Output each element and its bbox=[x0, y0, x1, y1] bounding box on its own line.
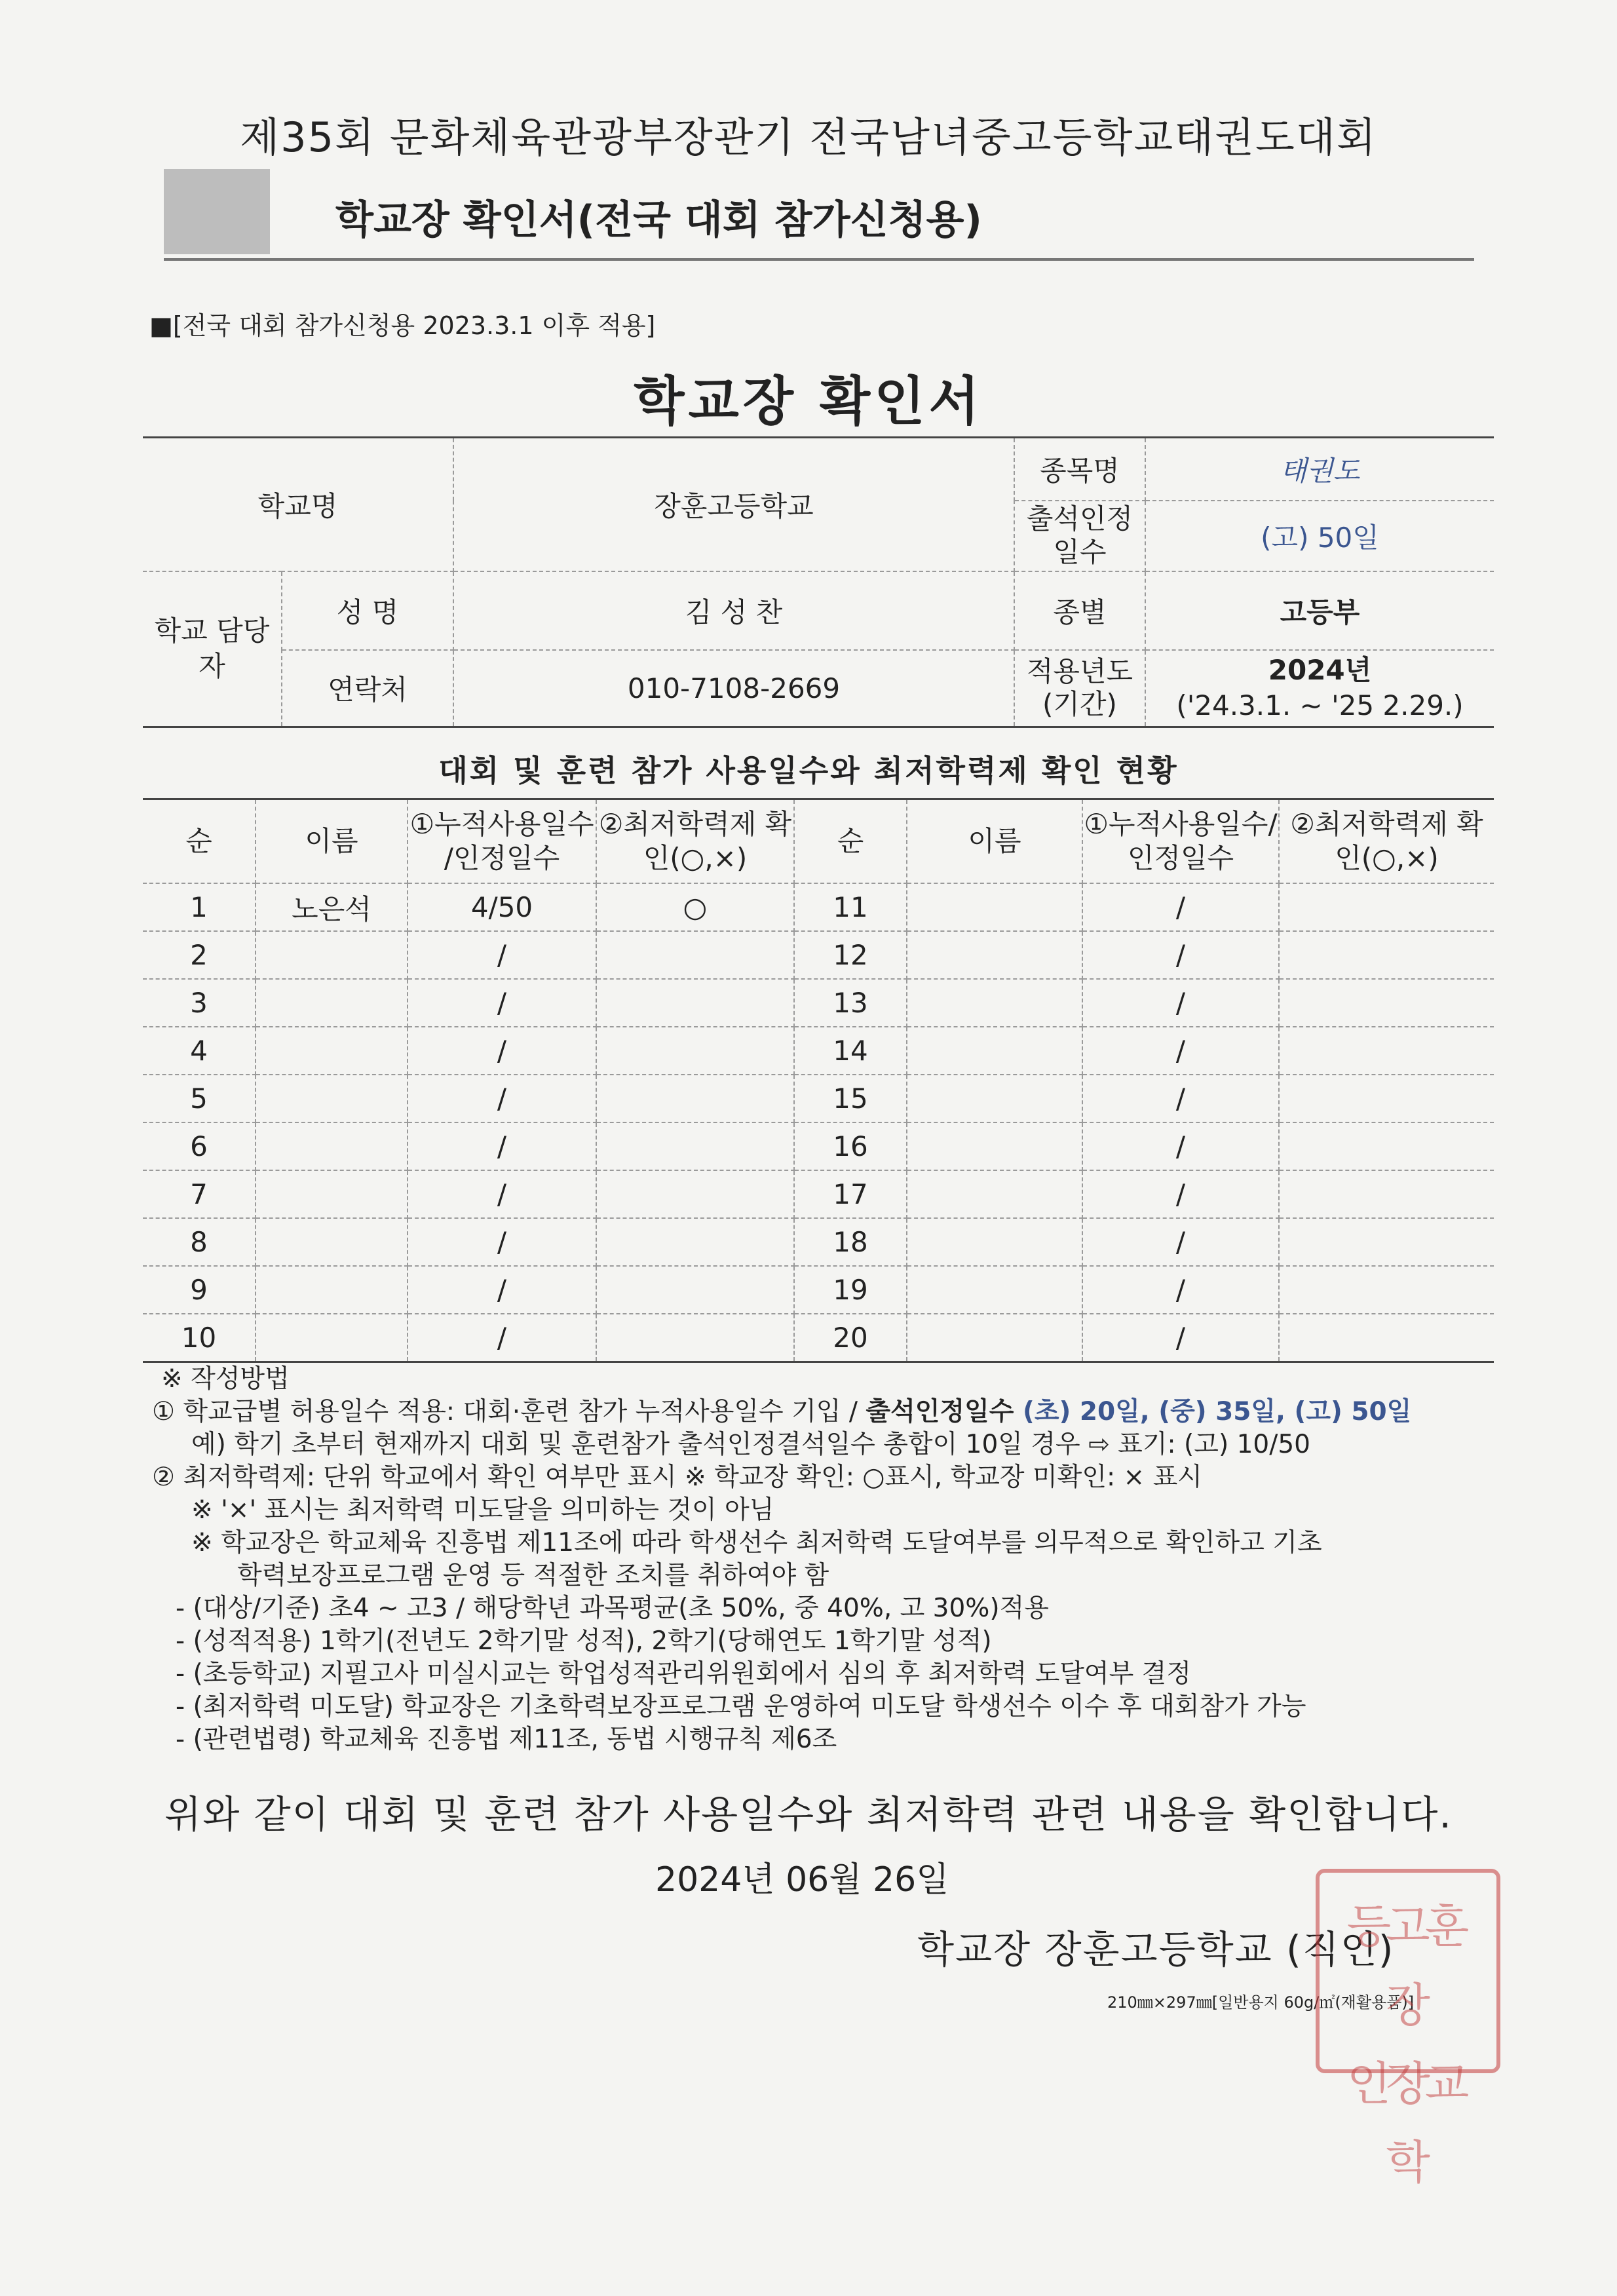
record-days: / bbox=[1082, 1170, 1279, 1218]
confirmation-statement: 위와 같이 대회 및 훈련 참가 사용일수와 최저학력 관련 내용을 확인합니다. bbox=[164, 1792, 1453, 1837]
record-no: 2 bbox=[143, 931, 256, 979]
record-name bbox=[256, 1075, 408, 1122]
record-days: / bbox=[408, 1314, 596, 1362]
year-label: 적용년도 (기간) bbox=[1014, 650, 1145, 727]
detail-1: - (대상/기준) 초4 ~ 고3 / 해당학년 과목평균(초 50%, 중 40%, 고 30%)적용 bbox=[176, 1594, 1049, 1623]
note-1-prefix: ① 학교급별 허용일수 적용: 대회·훈련 참가 누적사용일수 기입 / bbox=[152, 1397, 866, 1426]
table-row bbox=[143, 1075, 1494, 1122]
year-value: 2024년 bbox=[1268, 653, 1372, 686]
document-date: 2024년 06월 26일 bbox=[655, 1860, 949, 1900]
record-no: 11 bbox=[794, 883, 907, 931]
school-info-table bbox=[143, 436, 1494, 728]
header-check: ②최저학력제 확인(○,×) bbox=[596, 799, 794, 884]
table-row bbox=[143, 979, 1494, 1027]
note-2-a: ※ '×' 표시는 최저학력 미도달을 의미하는 것이 아님 bbox=[191, 1495, 774, 1525]
notes-heading: ※ 작성방법 bbox=[161, 1364, 290, 1394]
note-1-example: 예) 학기 초부터 현재까지 대회 및 훈련참가 출석인정결석일수 총합이 10일 경우 ⇨ 표기: (고) 10/50 bbox=[191, 1430, 1310, 1459]
record-check bbox=[596, 931, 794, 979]
record-no: 4 bbox=[143, 1027, 256, 1075]
record-check bbox=[596, 1266, 794, 1314]
detail-2: - (성적적용) 1학기(전년도 2학기말 성적), 2학기(당해연도 1학기말 성적) bbox=[176, 1626, 992, 1656]
note-1-bold: 출석인정일수 bbox=[866, 1397, 1014, 1426]
record-name bbox=[907, 1170, 1082, 1218]
manager-label: 학교 담당자 bbox=[143, 571, 282, 727]
detail-4: - (최저학력 미도달) 학교장은 기초학력보장프로그램 운영하여 미도달 학생선수 이수 후 대회참가 가능 bbox=[176, 1692, 1306, 1721]
detail-5: - (관련법령) 학교체육 진흥법 제11조, 동법 시행규칙 제6조 bbox=[176, 1725, 837, 1754]
records-header-row bbox=[143, 799, 1494, 884]
header-check-right: ②최저학력제 확인(○,×) bbox=[1279, 799, 1494, 884]
note-1 bbox=[152, 1396, 1411, 1428]
record-name bbox=[907, 1218, 1082, 1266]
record-no: 17 bbox=[794, 1170, 907, 1218]
table-row bbox=[143, 1314, 1494, 1362]
table-row bbox=[143, 931, 1494, 979]
record-check bbox=[1279, 1218, 1494, 1266]
table-row bbox=[143, 883, 1494, 931]
name-value: 김 성 찬 bbox=[453, 571, 1014, 650]
record-check bbox=[1279, 883, 1494, 931]
record-check bbox=[596, 1218, 794, 1266]
record-name bbox=[907, 931, 1082, 979]
record-no: 10 bbox=[143, 1314, 256, 1362]
contact-label: 연락처 bbox=[282, 650, 453, 727]
record-no: 6 bbox=[143, 1122, 256, 1170]
record-name bbox=[256, 979, 408, 1027]
record-no: 14 bbox=[794, 1027, 907, 1075]
record-no: 5 bbox=[143, 1075, 256, 1122]
record-check bbox=[596, 1314, 794, 1362]
record-check bbox=[1279, 1027, 1494, 1075]
record-name bbox=[907, 883, 1082, 931]
record-name: 노은석 bbox=[256, 883, 408, 931]
seal-lettering: 등고훈장 인장교학 bbox=[1346, 1900, 1464, 2189]
header-no-right: 순 bbox=[794, 799, 907, 884]
record-check bbox=[1279, 931, 1494, 979]
note-1-blue: (초) 20일, (중) 35일, (고) 50일 bbox=[1014, 1397, 1412, 1426]
header-days: ①누적사용일수 /인정일수 bbox=[408, 799, 596, 884]
event-title: 제35회 문화체육관광부장관기 전국남녀중고등학교태권도대회 bbox=[240, 113, 1377, 161]
header-name: 이름 bbox=[256, 799, 408, 884]
applied-note: ■[전국 대회 참가신청용 2023.3.1 이후 적용] bbox=[149, 311, 656, 340]
record-check bbox=[596, 979, 794, 1027]
header-days-right: ①누적사용일수/ 인정일수 bbox=[1082, 799, 1279, 884]
record-days: / bbox=[1082, 1314, 1279, 1362]
record-days: / bbox=[1082, 1218, 1279, 1266]
record-no: 13 bbox=[794, 979, 907, 1027]
record-days: / bbox=[1082, 1266, 1279, 1314]
record-days: / bbox=[1082, 931, 1279, 979]
writing-instructions bbox=[152, 1363, 1411, 1756]
record-check bbox=[596, 1075, 794, 1122]
record-days: / bbox=[408, 931, 596, 979]
principal-signature: 학교장 장훈고등학교 (직인) bbox=[917, 1927, 1395, 1972]
sport-value: 태권도 bbox=[1145, 438, 1494, 501]
record-name bbox=[256, 1314, 408, 1362]
record-name bbox=[907, 1075, 1082, 1122]
record-check bbox=[1279, 1075, 1494, 1122]
sport-label: 종목명 bbox=[1014, 438, 1145, 501]
record-no: 1 bbox=[143, 883, 256, 931]
table-row bbox=[143, 1122, 1494, 1170]
year-cell bbox=[1145, 650, 1494, 727]
table-row bbox=[143, 1170, 1494, 1218]
record-no: 15 bbox=[794, 1075, 907, 1122]
records-table bbox=[143, 798, 1494, 1363]
contact-value: 010-7108-2669 bbox=[453, 650, 1014, 727]
record-check bbox=[1279, 1170, 1494, 1218]
record-no: 20 bbox=[794, 1314, 907, 1362]
record-name bbox=[907, 1314, 1082, 1362]
record-no: 3 bbox=[143, 979, 256, 1027]
record-days: / bbox=[408, 1266, 596, 1314]
record-check bbox=[1279, 1266, 1494, 1314]
record-days: / bbox=[408, 1027, 596, 1075]
division-label: 종별 bbox=[1014, 571, 1145, 650]
record-days: / bbox=[408, 1075, 596, 1122]
school-label: 학교명 bbox=[143, 438, 453, 571]
record-name bbox=[907, 979, 1082, 1027]
record-check bbox=[596, 1122, 794, 1170]
record-days: / bbox=[408, 1218, 596, 1266]
division-value: 고등부 bbox=[1145, 571, 1494, 650]
document-title: 학교장 확인서 bbox=[634, 371, 983, 432]
table-row bbox=[143, 1027, 1494, 1075]
table-row bbox=[143, 1218, 1494, 1266]
record-name bbox=[256, 1218, 408, 1266]
record-days: / bbox=[408, 1122, 596, 1170]
record-days: / bbox=[1082, 1075, 1279, 1122]
record-no: 9 bbox=[143, 1266, 256, 1314]
record-days: / bbox=[408, 979, 596, 1027]
note-2: ② 최저학력제: 단위 학교에서 확인 여부만 표시 ※ 학교장 확인: ○표시, 학교장 미확인: × 표시 bbox=[152, 1463, 1202, 1492]
header-gray-block bbox=[164, 169, 270, 254]
record-no: 19 bbox=[794, 1266, 907, 1314]
note-2-b2: 학력보장프로그램 운영 등 적절한 조치를 취하여야 함 bbox=[237, 1561, 829, 1590]
header-name-right: 이름 bbox=[907, 799, 1082, 884]
record-check bbox=[596, 1170, 794, 1218]
record-days: / bbox=[1082, 883, 1279, 931]
record-no: 7 bbox=[143, 1170, 256, 1218]
record-no: 8 bbox=[143, 1218, 256, 1266]
record-name bbox=[907, 1027, 1082, 1075]
record-check bbox=[1279, 979, 1494, 1027]
attendance-label: 출석인정 일수 bbox=[1014, 501, 1145, 571]
table-row bbox=[143, 1266, 1494, 1314]
period-value: ('24.3.1. ~ '25 2.29.) bbox=[1176, 689, 1464, 722]
record-no: 16 bbox=[794, 1122, 907, 1170]
record-no: 18 bbox=[794, 1218, 907, 1266]
document-subtitle: 학교장 확인서(전국 대회 참가신청용) bbox=[335, 197, 982, 243]
record-no: 12 bbox=[794, 931, 907, 979]
name-label: 성 명 bbox=[282, 571, 453, 650]
paper-spec: 210㎜×297㎜[일반용지 60g/㎡(재활용품)] bbox=[1107, 1993, 1415, 2012]
record-check: ○ bbox=[596, 883, 794, 931]
header-divider bbox=[164, 258, 1474, 261]
attendance-value: (고) 50일 bbox=[1145, 501, 1494, 571]
record-days: / bbox=[1082, 979, 1279, 1027]
record-days: 4/50 bbox=[408, 883, 596, 931]
school-value: 장훈고등학교 bbox=[453, 438, 1014, 571]
header-no: 순 bbox=[143, 799, 256, 884]
record-name bbox=[256, 1027, 408, 1075]
record-name bbox=[907, 1266, 1082, 1314]
records-section-title: 대회 및 훈련 참가 사용일수와 최저학력제 확인 현황 bbox=[438, 753, 1179, 788]
record-name bbox=[907, 1122, 1082, 1170]
record-name bbox=[256, 931, 408, 979]
record-days: / bbox=[408, 1170, 596, 1218]
record-check bbox=[1279, 1314, 1494, 1362]
record-check bbox=[596, 1027, 794, 1075]
record-name bbox=[256, 1266, 408, 1314]
record-name bbox=[256, 1122, 408, 1170]
record-days: / bbox=[1082, 1027, 1279, 1075]
record-check bbox=[1279, 1122, 1494, 1170]
detail-3: - (초등학교) 지필고사 미실시교는 학업성적관리위원회에서 심의 후 최저학력 도달여부 결정 bbox=[176, 1659, 1192, 1689]
record-name bbox=[256, 1170, 408, 1218]
note-2-b: ※ 학교장은 학교체육 진흥법 제11조에 따라 학생선수 최저학력 도달여부를 의무적으로 확인하고 기초 bbox=[191, 1528, 1322, 1558]
record-days: / bbox=[1082, 1122, 1279, 1170]
